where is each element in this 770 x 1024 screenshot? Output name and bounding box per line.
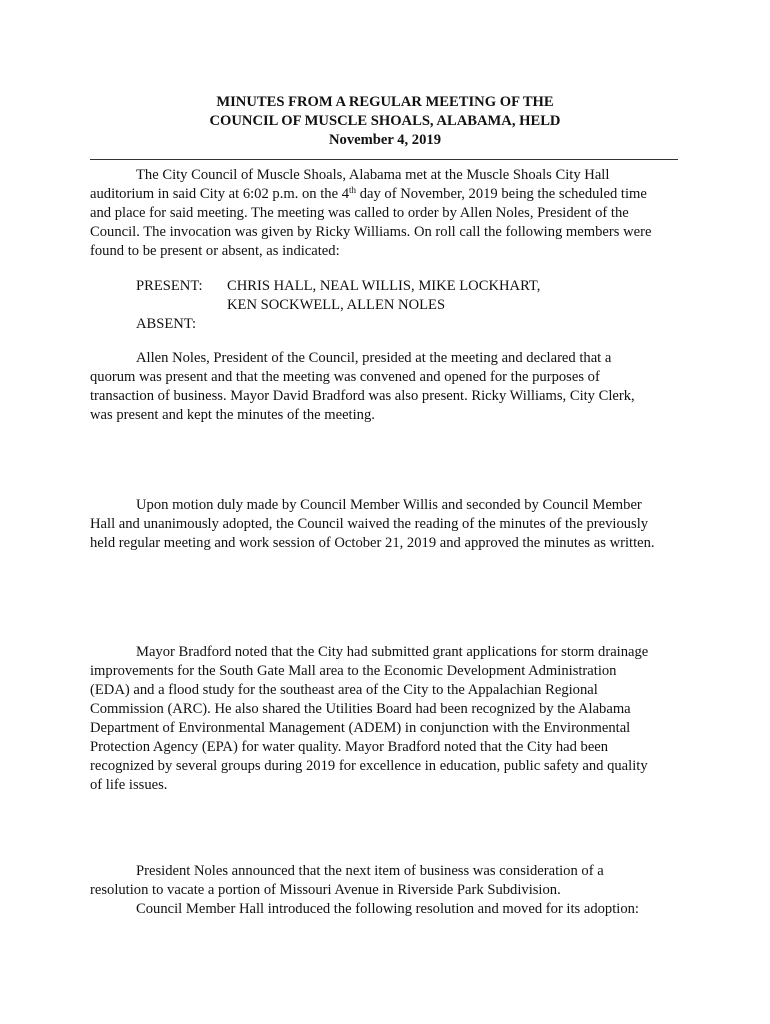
text-line: Protection Agency (EPA) for water quality. Mayor Bradford noted that the City had been [90,739,609,755]
text-line: recognized by several groups during 2019 for excellence in education, public safety and quality [90,758,648,774]
text-line [90,185,690,204]
text-span: day of November, 2019 being the scheduled time [356,186,647,202]
paragraph-quorum [90,349,690,425]
text-line: Upon motion duly made by Council Member Willis and seconded by Council Member [136,497,642,513]
paragraph-minutes-approval [90,496,690,553]
text-line: held regular meeting and work session of October 21, 2019 and approved the minutes as written. [90,535,655,551]
text-line: (EDA) and a flood study for the southeast area of the City to the Appalachian Regional [90,682,598,698]
text-line: found to be present or absent, as indicated: [90,243,340,259]
text-line: improvements for the South Gate Mall area to the Economic Development Administration [90,663,617,679]
title-divider [90,159,678,160]
paragraph-mayor-report [90,643,690,795]
paragraph-meeting-opening [90,166,690,261]
text-line: President Noles announced that the next item of business was consideration of a [136,863,604,879]
absent-label: ABSENT: [136,316,197,332]
text-line: resolution to vacate a portion of Missouri Avenue in Riverside Park Subdivision. [90,882,561,898]
text-line: Allen Noles, President of the Council, presided at the meeting and declared that a [136,350,612,366]
present-members-line-2: KEN SOCKWELL, ALLEN NOLES [227,297,446,313]
text-line: and place for said meeting. The meeting was called to order by Allen Noles, President of the [90,205,629,221]
text-line: quorum was present and that the meeting was convened and opened for the purposes of [90,369,600,385]
text-span: auditorium in said City at 6:02 p.m. on the 4 [90,186,350,202]
text-line: Hall and unanimously adopted, the Council waived the reading of the minutes of the previously [90,516,649,532]
text-line: Commission (ARC). He also shared the Utilities Board had been recognized by the Alabama [90,701,631,717]
present-members-line-1: CHRIS HALL, NEAL WILLIS, MIKE LOCKHART, [227,278,541,294]
text-line: of life issues. [90,777,168,793]
document-title-line-2: COUNCIL OF MUSCLE SHOALS, ALABAMA, HELD [209,113,561,129]
text-line: Mayor Bradford noted that the City had submitted grant applications for storm drainage [136,644,649,660]
paragraph-resolution [90,862,690,919]
superscript: th [349,185,357,195]
text-line: Council. The invocation was given by Ricky Williams. On roll call the following members were [90,224,652,240]
text-line: Council Member Hall introduced the following resolution and moved for its adoption: [136,901,639,917]
present-label: PRESENT: [136,278,203,294]
text-line: Department of Environmental Management (ADEM) in conjunction with the Environmental [90,720,631,736]
document-date: November 4, 2019 [328,132,441,148]
text-line: The City Council of Muscle Shoals, Alabama met at the Muscle Shoals City Hall [136,167,610,183]
text-line: transaction of business. Mayor David Bradford was also present. Ricky Williams, City Clerk, [90,388,635,404]
document-title-line-1: MINUTES FROM A REGULAR MEETING OF THE [216,94,554,110]
text-line: was present and kept the minutes of the meeting. [90,407,375,423]
